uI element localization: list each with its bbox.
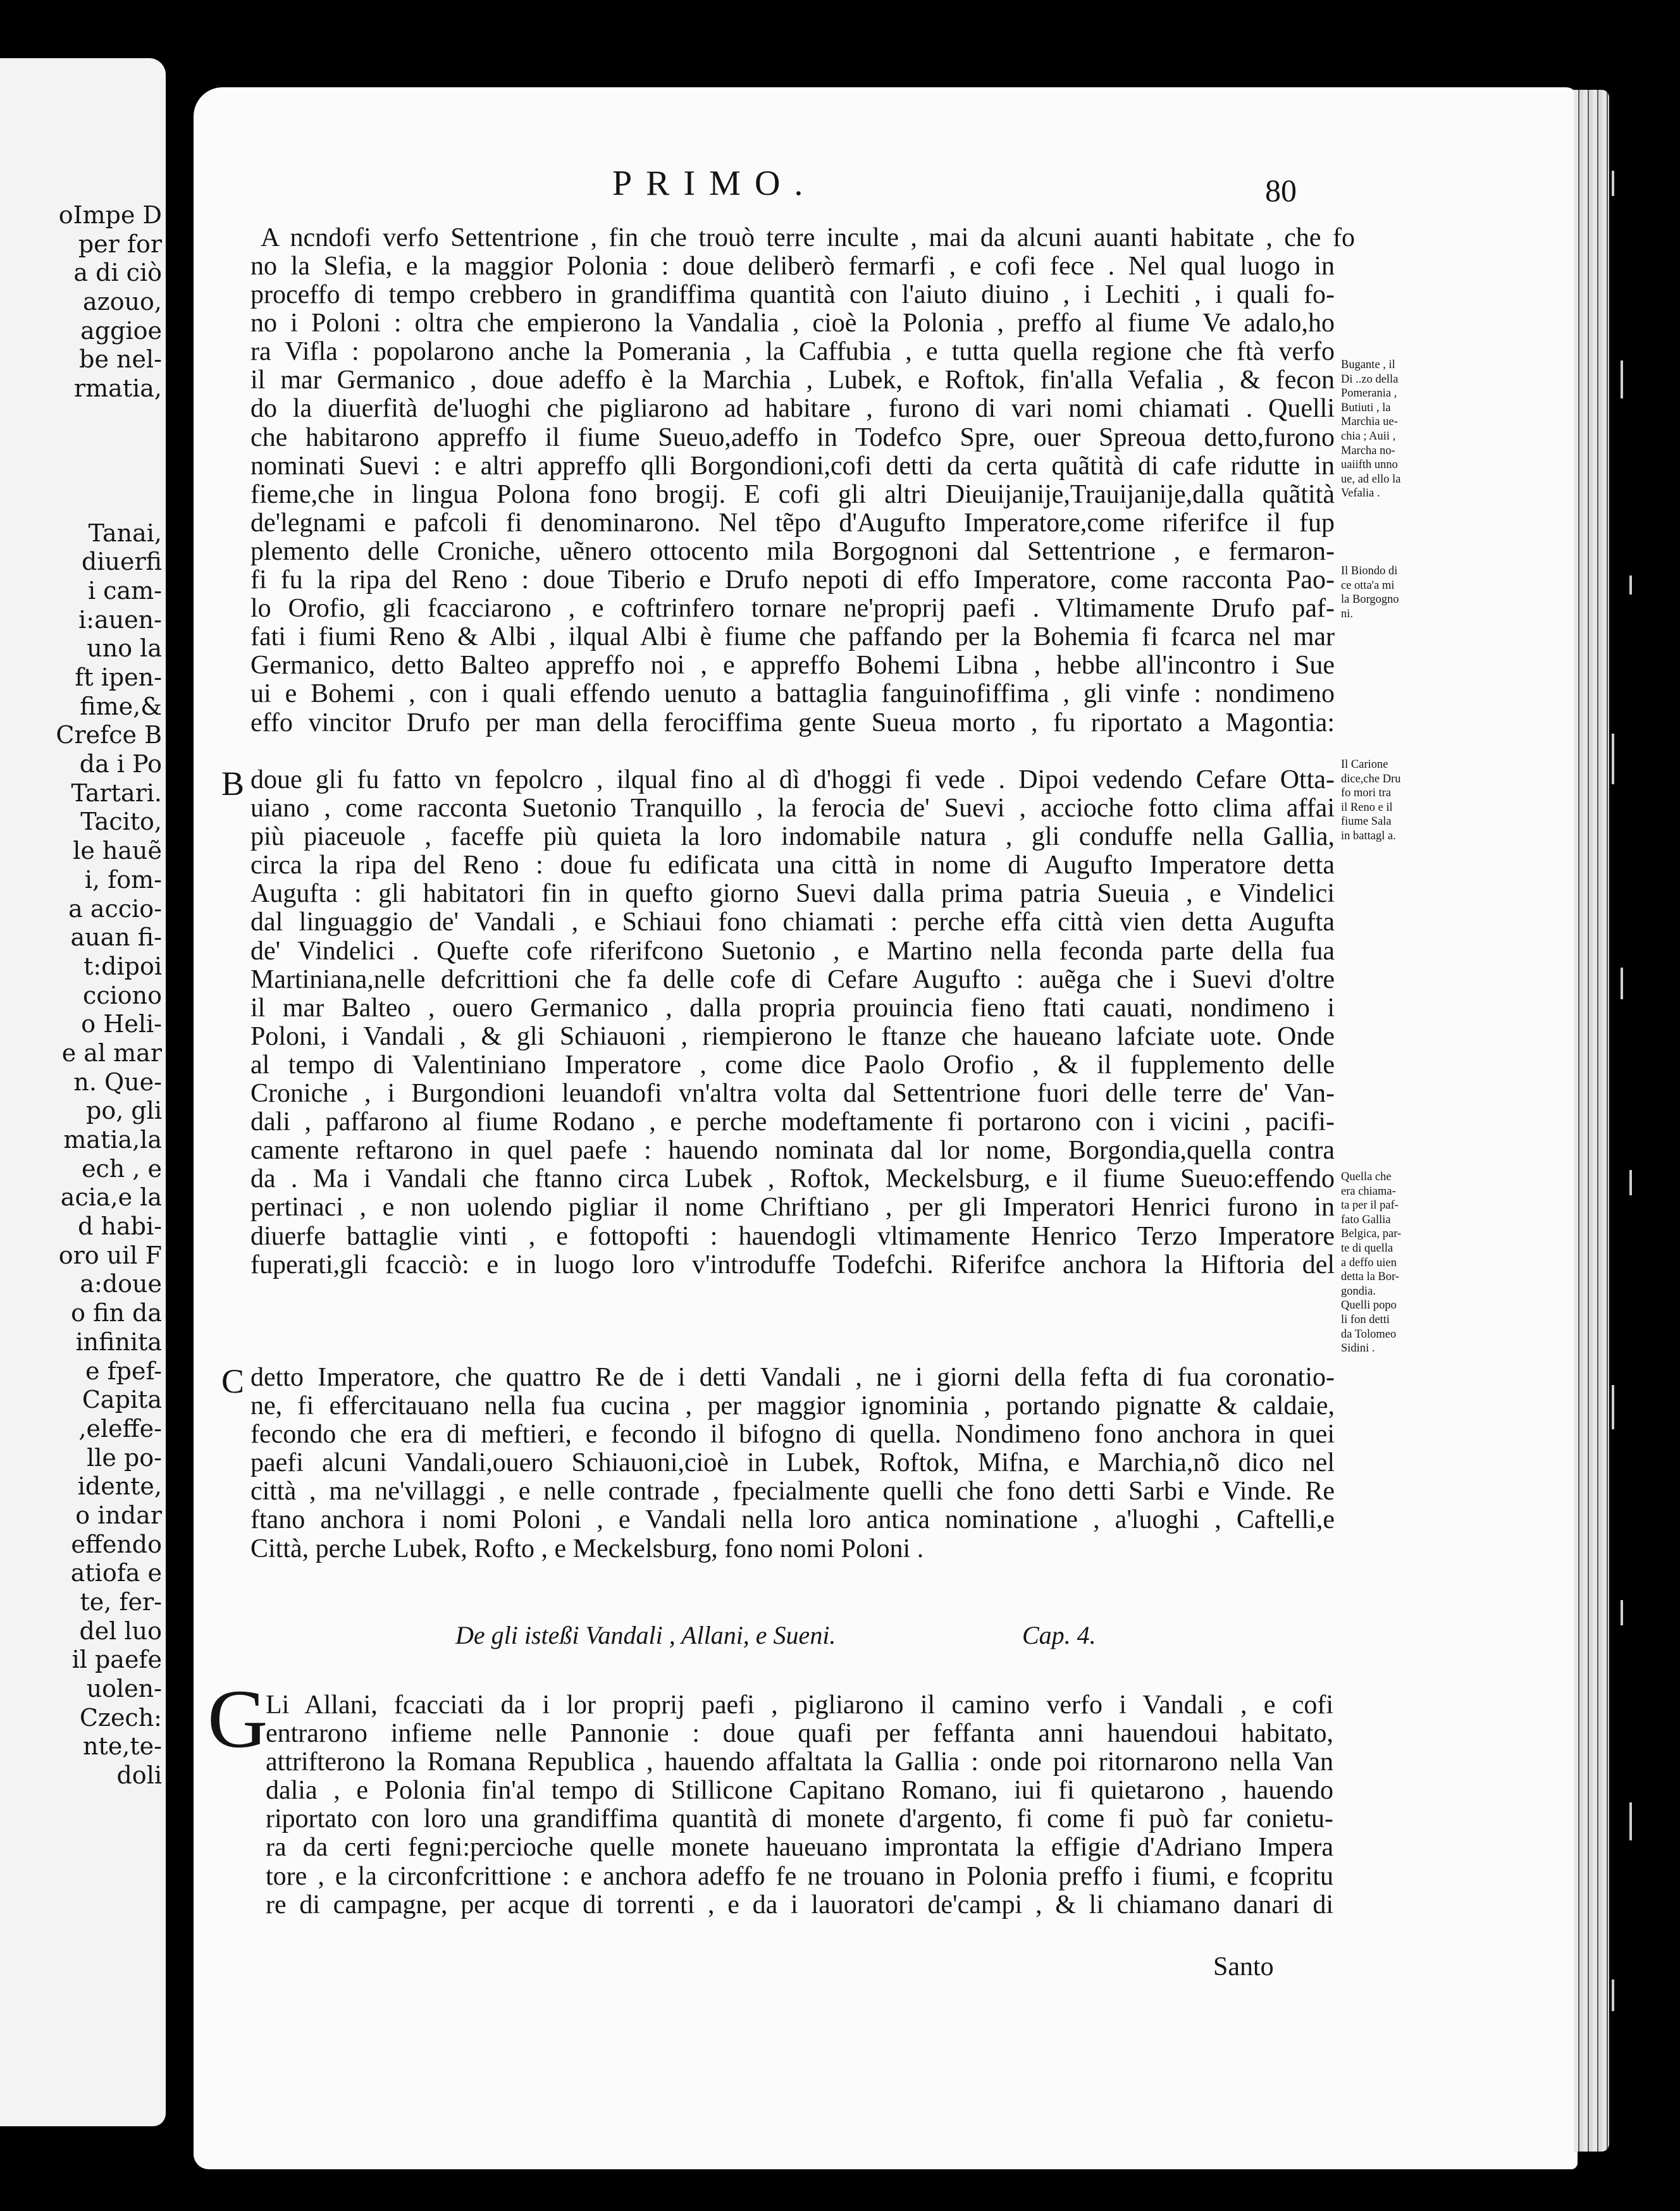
previous-page-line: atiofa e [70,1559,162,1587]
previous-page-line: t:dipoi [83,952,162,980]
text-line: fi fu la ripa del Reno : doue Tiberio e Drufo nepoti di effo Imperatore, come racconta Pao- [250,566,1335,595]
text-line: dal linguaggio de' Vandali , e Schiaui fono chiamati : perche effa città vien detta Augufta [250,908,1335,937]
text-line: ui e Bohemi , con i quali effendo uenuto a battaglia fanguinofiffima , gli vinfe : nondimeno [250,680,1335,709]
page-edges [1574,90,1609,2152]
text-line: dali , paffarono al fiume Rodano , e perche modeftamente fi portarono con i vicini , pacifi- [250,1108,1335,1137]
previous-page-line: o fin da [71,1299,162,1327]
margin-note-line: fato Gallia [1341,1213,1391,1226]
catchword: Santo [1213,1952,1274,1981]
margin-note-line: Quella che [1341,1171,1392,1183]
previous-page-line: uno la [87,634,162,663]
previous-page [0,58,166,2126]
previous-page-line: Czech: [79,1703,162,1732]
margin-note-line: ce otta'a mi [1341,579,1395,592]
margin-note-line: era chiama- [1341,1185,1396,1198]
margin-note-2 [1341,564,1431,621]
previous-page-line: cciono [83,981,162,1009]
page-edge-marks [1612,95,1650,2119]
text-line: entrarono infieme nelle Pannonie : doue quafi per feffanta anni hauendoui habitato, [266,1720,1333,1749]
text-line: al tempo di Valentiniano Imperatore , come dice Paolo Orofio , & il fupplemento delle [250,1050,1335,1080]
paragraph-b [250,766,1335,1279]
margin-note-line: Marchia ue- [1341,416,1398,429]
edge-mark [1629,1170,1632,1195]
text-line: Li Allani, fcacciati da i lor proprij paefi , pigliarono il camino verfo i Vandali , e cofi [266,1691,1333,1720]
text-line: lo Orofio, gli fcacciarono , e coftrinfero tornare ne'proprij paefi . Vltimamente Drufo paf- [250,594,1335,624]
previous-page-line: del luo [79,1617,162,1645]
chapter-title: De gli isteßi Vandali , Allani, e Sueni. [455,1621,836,1649]
text-line: nominati Suevi : e altri appreffo qlli Borgondioni,cofi detti da certa quãtità di cafe ridutte in [250,452,1335,481]
previous-page-line: Crefce B [56,721,162,749]
margin-note-line: Bugante , il [1341,359,1395,371]
margin-note-line: li fon detti [1341,1313,1390,1326]
previous-page-line: ,eleffe- [78,1414,162,1443]
previous-page-line: effendo [71,1530,162,1558]
previous-page-text [6,201,162,1790]
text-line: uiano , come racconta Suetonio Tranquillo , la ferocia de' Suevi , accioche fotto clima affai [250,794,1335,823]
previous-page-line: azouo, [83,288,162,316]
previous-page-line: Tartari. [71,779,162,807]
previous-page-line: diuerfi [82,548,162,576]
margin-note-line: uaiifth unno [1341,459,1398,472]
edge-mark [1629,576,1632,594]
margin-note-line: in battagl a. [1341,829,1396,842]
margin-note-line: Il Biondo di [1341,565,1398,577]
text-line: pertinaci , e non uolendo pigliar il nome Chriftiano , per gli Imperatori Henrici furono in [250,1193,1335,1223]
margin-note-line: Quelli popo [1341,1299,1397,1312]
previous-page-line: po, gli [86,1097,162,1125]
drop-cap: G [207,1672,268,1765]
text-line: ra Vifla : popolarono anche la Pomerania , la Caffubia , e tutta quella regione che ftà verfo [250,338,1335,367]
section-mark-c: C [221,1362,245,1400]
previous-page-line: a accio- [68,894,162,923]
text-line: Città, perche Lubek, Rofto , e Meckelsburg, fono nomi Poloni . [250,1534,924,1563]
text-line: riportato con loro una grandiffima quantità di monete d'argento, fi come fi può far conietu- [266,1805,1333,1834]
previous-page-line: le hauẽ [73,837,162,865]
previous-page-line: d habi- [78,1212,162,1241]
text-line: paefi alcuni Vandali,ouero Schiauoni,cioè in Lubek, Roftok, Mifna, e Marchia,nõ dico nel [250,1449,1335,1478]
text-line: Martiniana,nelle defcrittioni che fa delle cofe di Cefare Augufto : auẽga che i Suevi d'oltre [250,965,1335,994]
chapter-number: Cap. 4. [1022,1621,1096,1649]
previous-page-line: i, fom- [84,865,162,894]
text-line: de'legnami e pafcoli fi denominarono. Nel tẽpo d'Augufto Imperatore,come riferifce il fup [250,508,1335,538]
previous-page-line: Tanai, [88,519,162,547]
text-line: de' Vindelici . Quefte cofe riferifcono Suetonio , e Martino nella feconda parte della fua [250,937,1335,966]
text-line: fecondo che era di meftieri, e fecondo il bifogno di quella. Nondimeno fono anchora in quei [250,1420,1335,1450]
paragraph-c [250,1364,1335,1563]
text-line: diuerfe battaglie vinti , e fottopofti : hauendogli vltimamente Henrico Terzo Imperatore [250,1222,1335,1251]
previous-page-line: nte,te- [83,1732,162,1761]
margin-note-line: fiume Sala [1341,815,1392,828]
text-line: ra da certi fegni:percioche quelle monete haueuano improntata la effigie d'Adriano Impera [266,1833,1333,1863]
margin-note-line: a deffo uien [1341,1256,1397,1269]
margin-note-line: dice,che Dru [1341,772,1401,785]
margin-note-line: Sidini . [1341,1342,1375,1355]
margin-note-line: Pomerania , [1341,387,1397,400]
text-line: proceffo di tempo crebbero in grandiffima quantità con l'aiuto diuino , i Lechiti , i quali fo- [250,281,1335,310]
margin-note-line: ue, ad ello la [1341,472,1401,486]
text-line: no la Slefia, e la maggior Polonia : doue deliberò fermarfi , e cofi fece . Nel qual luogo in [250,252,1335,281]
previous-page-line: i:auen- [78,605,162,634]
text-line: no i Poloni : oltra che empierono la Vandalia , cioè la Polonia , preffo al fiume Ve adalo,ho [250,309,1335,338]
text-line: fieme,che in lingua Polona fono brogij. E cofi gli altri Dieuijanije,Trauijanije,dalla quãtità [250,480,1335,509]
text-line: Augufta : gli habitatori fin in quefto giorno Suevi dalla prima patria Sueuia , e Vindelici [250,880,1335,909]
text-line: ne, fi effercitauano nella fua cucina , per maggior ignominia , portando pignatte & caldaie, [250,1392,1335,1421]
text-line: che habitarono appreffo il fiume Sueuo,adeffo in Todefco Spre, ouer Spreoua detto,furono [250,423,1335,452]
margin-note-line: da Tolomeo [1341,1327,1397,1341]
text-line: do la diuerfità de'luoghi che pigliarono ad habitare , furono di vari nomi chiamati . Quelli [250,395,1335,424]
previous-page-line: infinita [75,1327,162,1356]
paragraph-a [250,252,1335,737]
margin-note-line: ta per il paf- [1341,1199,1399,1212]
previous-page-line: oro uil F [58,1241,162,1269]
previous-page-line: per for [78,230,162,258]
text-line: circa la ripa del Reno : doue fu edificata una città in nome di Augufto Imperatore detta [250,851,1335,880]
previous-page-line: il paefe [71,1646,162,1674]
previous-page-line: te, fer- [80,1588,162,1616]
text-line: attrifterono la Romana Republica , hauendo affaltata la Gallia : onde poi ritornarono nella Van [266,1748,1333,1777]
margin-note-line: Marcha no- [1341,444,1395,457]
text-line: città , ma ne'villaggi , e nelle contrade , fpecialmente quelli che fono detti Sarbi e Vinde. Re [250,1477,1335,1506]
margin-note-line: Di ..zo della [1341,373,1399,386]
margin-note-line: il Reno e il [1341,801,1393,814]
previous-page-line: rmatia, [73,374,162,403]
previous-page-line: Capita [82,1386,162,1414]
previous-page-line: i cam- [87,576,162,605]
previous-page-line: n. Que- [73,1068,162,1096]
edge-mark [1621,360,1623,398]
text-line: effo vincitor Drufo per man della ferociffima gente Sueua morto , fu riportato a Magontia: [250,708,1335,737]
text-line: tore , e la circonfcrittione : e anchora adeffo fe ne trouano in Polonia preffo i fiumi, e fcopritu [266,1862,1333,1891]
text-line: plemento delle Croniche, uẽnero ottocento mila Borgognoni dal Settentrione , e fermaron- [250,537,1335,566]
text-line: più piaceuole , faceffe più quieta la loro indomabile natura , gli conduffe nella Gallia, [250,823,1335,852]
text-line: dalia , e Polonia fin'al tempo di Stillicone Capitano Romano, iui fi quietarono , hauendo [266,1777,1333,1806]
text-line: fati i fiumi Reno & Albi , ilqual Albi è fiume che paffando per la Bohemia fi fcarca nel mar [250,623,1335,652]
margin-note-4 [1341,1170,1431,1356]
opening-line: A ncndofi verfo Settentrione , fin che trouò terre inculte , mai da alcuni auanti habitate , che fo [261,224,1355,252]
previous-page-line: oImpe D [58,201,162,229]
margin-note-line: fo mori tra [1341,787,1392,800]
previous-page-line: matia,la [63,1126,162,1154]
previous-page-line: doli [116,1761,162,1790]
margin-note-line: detta la Bor- [1341,1271,1400,1284]
margin-note-line: gondia. [1341,1284,1376,1298]
text-line: doue gli fu fatto vn fepolcro , ilqual fino al dì d'hoggi fi vede . Dipoi vedendo Cefare Otta- [250,766,1335,794]
previous-page-line: e al mar [61,1038,162,1067]
previous-page-line: a:doue [80,1270,162,1298]
previous-page-line: uolen- [86,1675,162,1703]
page-number: 80 [1265,173,1297,208]
previous-page-line: acia,e la [60,1183,162,1212]
text-line: camente reftarono in quel paefe : hauendo nominata dal lor nome, Borgondia,quella contra [250,1136,1335,1166]
previous-page-line: fime,& [80,692,162,720]
previous-page-line: idente, [77,1472,162,1501]
margin-note-line: Butiuti , la [1341,401,1391,414]
edge-mark [1612,734,1614,784]
previous-page-line: o indar [75,1501,162,1529]
previous-page-line: e fpef- [85,1357,162,1385]
margin-note-line: la Borgogno [1341,593,1399,607]
previous-page-line: a di ciò [73,259,162,287]
margin-note-line: Vefalia . [1341,487,1380,500]
paragraph-d [266,1691,1333,1919]
previous-page-line: lle po- [87,1443,162,1472]
text-line: ftano anchora i nomi Poloni , e Vandali nella loro antica nominatione , a'luoghi , Caftelli,e [250,1506,1335,1535]
margin-note-line: chia ; Auii , [1341,429,1396,443]
text-line: Germanico, detto Balteo appreffo noi , e appreffo Bohemi Libna , hebbe all'incontro i Sue [250,651,1335,681]
previous-page-line: Tacito, [80,808,162,836]
edge-mark [1621,968,1623,999]
margin-note-3 [1341,758,1431,844]
margin-note-line: Il Carione [1341,758,1388,771]
edge-mark [1621,1600,1623,1625]
running-title: PRIMO. [612,164,817,203]
edge-mark [1612,1980,1614,2011]
previous-page-line: ft ipen- [75,663,162,691]
previous-page-line: be nel- [79,345,162,374]
text-line: Croniche , i Burgondioni leuandofi vn'altra volta dal Settentrione fuori delle terre de' Van- [250,1080,1335,1109]
edge-mark [1612,171,1614,196]
previous-page-line: ech , e [82,1154,162,1183]
margin-note-line: te di quella [1341,1241,1393,1255]
previous-page-line: o Heli- [81,1010,162,1038]
previous-page-line: da i Po [79,750,162,779]
margin-note-line: Belgica, par- [1341,1228,1402,1241]
section-mark-b: B [221,765,245,803]
text-line: Poloni, i Vandali , & gli Schiauoni , riempierono le ftanze che haueano lafciate uote. Onde [250,1022,1335,1051]
previous-page-line: auan fi- [70,923,162,952]
text-line: il mar Balteo , ouero Germanico , dalla propria prouincia fieno ftati cauati, nondimeno i [250,994,1335,1023]
text-line: fuperati,gli fcacciò: e in luogo loro v'introduffe Todefchi. Riferifce anchora la Hiftoria del [250,1250,1335,1279]
margin-note-1 [1341,358,1431,501]
margin-note-line: ni. [1341,607,1354,620]
text-line: re di campagne, per acque di torrenti , e da i lauoratori de'campi , & li chiamano danari di [266,1890,1333,1919]
text-line: da . Ma i Vandali che ftanno circa Lubek , Roftok, Meckelsburg, e il fiume Sueuo:effendo [250,1165,1335,1194]
text-line: detto Imperatore, che quattro Re de i detti Vandali , ne i giorni della fefta di fua coronatio- [250,1364,1335,1392]
text-line: il mar Germanico , doue adeffo è la Marchia , Lubek, e Roftok, fin'alla Vefalia , & fecon [250,366,1335,395]
edge-mark [1629,1802,1632,1840]
previous-page-line: aggioe [80,316,162,345]
edge-mark [1612,1385,1614,1429]
